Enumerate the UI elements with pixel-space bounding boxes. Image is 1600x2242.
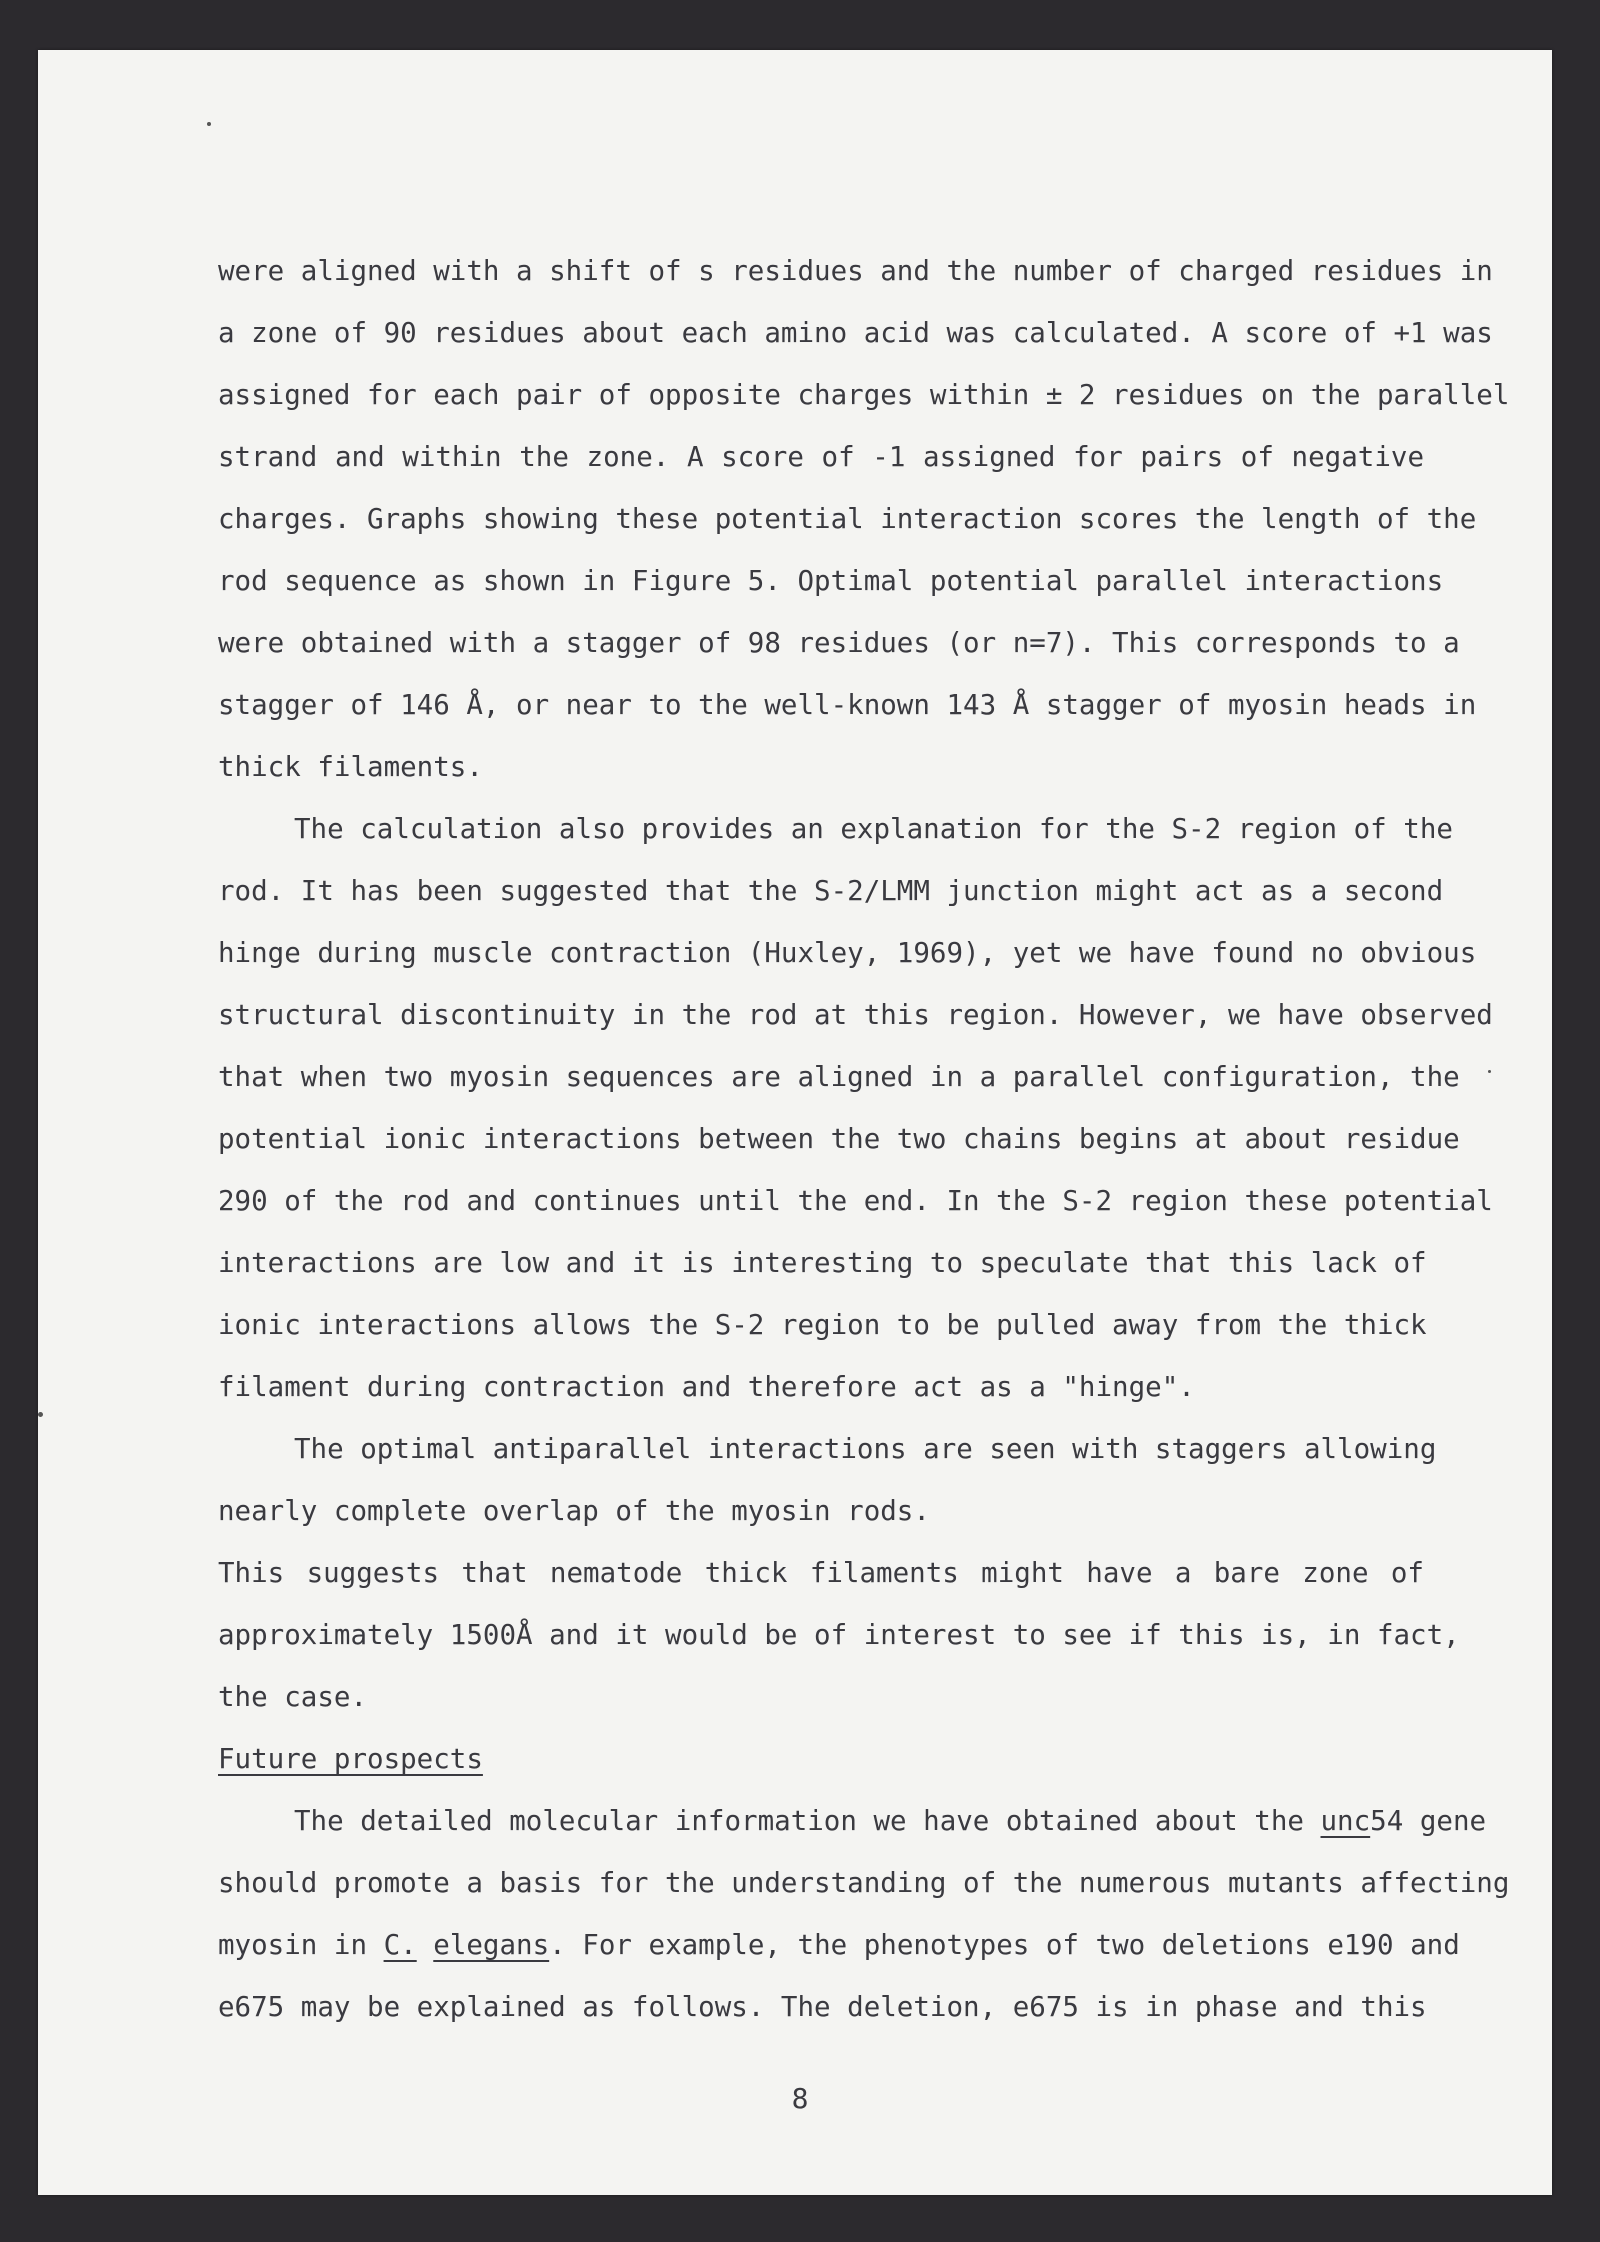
paragraph-5 (218, 1790, 1510, 2038)
text-line: were aligned with a shift of s residues and the number of charged residues in (218, 255, 1493, 287)
dust-speck (1488, 1070, 1491, 1073)
text-line: potential ionic interactions between the two chains begins at about residue (218, 1123, 1460, 1155)
text-line: filament during contraction and therefore act as a "hinge". (218, 1371, 1195, 1403)
text-line: hinge during muscle contraction (Huxley, 1969), yet we have found no obvious (218, 937, 1477, 969)
text-line: This suggests that nematode thick filaments might have a bare zone of (218, 1557, 1424, 1589)
text-line: e675 may be explained as follows. The deletion, e675 is in phase and this (218, 1991, 1427, 2023)
text-line (218, 1790, 1487, 1852)
gene-name: unc (1320, 1805, 1371, 1837)
section-heading (218, 1728, 1424, 1790)
section-heading-text: Future prospects (218, 1743, 483, 1775)
text-line: should promote a basis for the understanding of the numerous mutants affecting (218, 1867, 1510, 1899)
species-genus: C. (383, 1929, 417, 1961)
text-line: stagger of 146 Å, or near to the well-known 143 Å stagger of myosin heads in (218, 689, 1477, 721)
page-number: 8 (791, 2082, 809, 2115)
text-run: The detailed molecular information we have obtained about the (294, 1805, 1321, 1837)
text-line: charges. Graphs showing these potential interaction scores the length of the (218, 503, 1477, 535)
dust-speck (38, 1412, 43, 1417)
text-line: structural discontinuity in the rod at this region. However, we have observed (218, 999, 1493, 1031)
text-line: approximately 1500Å and it would be of interest to see if this is, in fact, (218, 1619, 1460, 1651)
dust-speck (207, 122, 211, 126)
text-line: the case. (218, 1681, 368, 1713)
text-run: myosin in (218, 1929, 384, 1961)
text-line: thick filaments. (218, 751, 483, 783)
text-line: assigned for each pair of opposite charges within ± 2 residues on the parallel (218, 379, 1510, 411)
text-line: strand and within the zone. A score of -1 assigned for pairs of negative (218, 441, 1424, 473)
text-run (417, 1929, 434, 1961)
text-line: that when two myosin sequences are aligned in a parallel configuration, the (218, 1061, 1460, 1093)
paragraph-4 (218, 1542, 1460, 1728)
text-line: nearly complete overlap of the myosin rods. (218, 1495, 930, 1527)
text-line: interactions are low and it is interesting to speculate that this lack of (218, 1247, 1427, 1279)
text-line: 290 of the rod and continues until the end. In the S-2 region these potential (218, 1185, 1493, 1217)
text-line: rod sequence as shown in Figure 5. Optimal potential parallel interactions (218, 565, 1444, 597)
text-line: The optimal antiparallel interactions are seen with staggers allowing (294, 1433, 1437, 1465)
body-text (218, 240, 1510, 2038)
paragraph-3 (218, 1418, 1437, 1542)
text-line: The calculation also provides an explanation for the S-2 region of the (294, 813, 1453, 845)
text-line: ionic interactions allows the S-2 region to be pulled away from the thick (218, 1309, 1427, 1341)
text-run: . For example, the phenotypes of two deletions e190 and (549, 1929, 1460, 1961)
species-name: elegans (433, 1929, 550, 1961)
text-line (218, 1914, 1460, 1976)
paragraph-2 (218, 798, 1493, 1418)
text-line: were obtained with a stagger of 98 residues (or n=7). This corresponds to a (218, 627, 1460, 659)
text-line: a zone of 90 residues about each amino acid was calculated. A score of +1 was (218, 317, 1493, 349)
text-run: 54 gene (1370, 1805, 1487, 1837)
paragraph-1 (218, 240, 1510, 798)
text-line: rod. It has been suggested that the S-2/LMM junction might act as a second (218, 875, 1444, 907)
